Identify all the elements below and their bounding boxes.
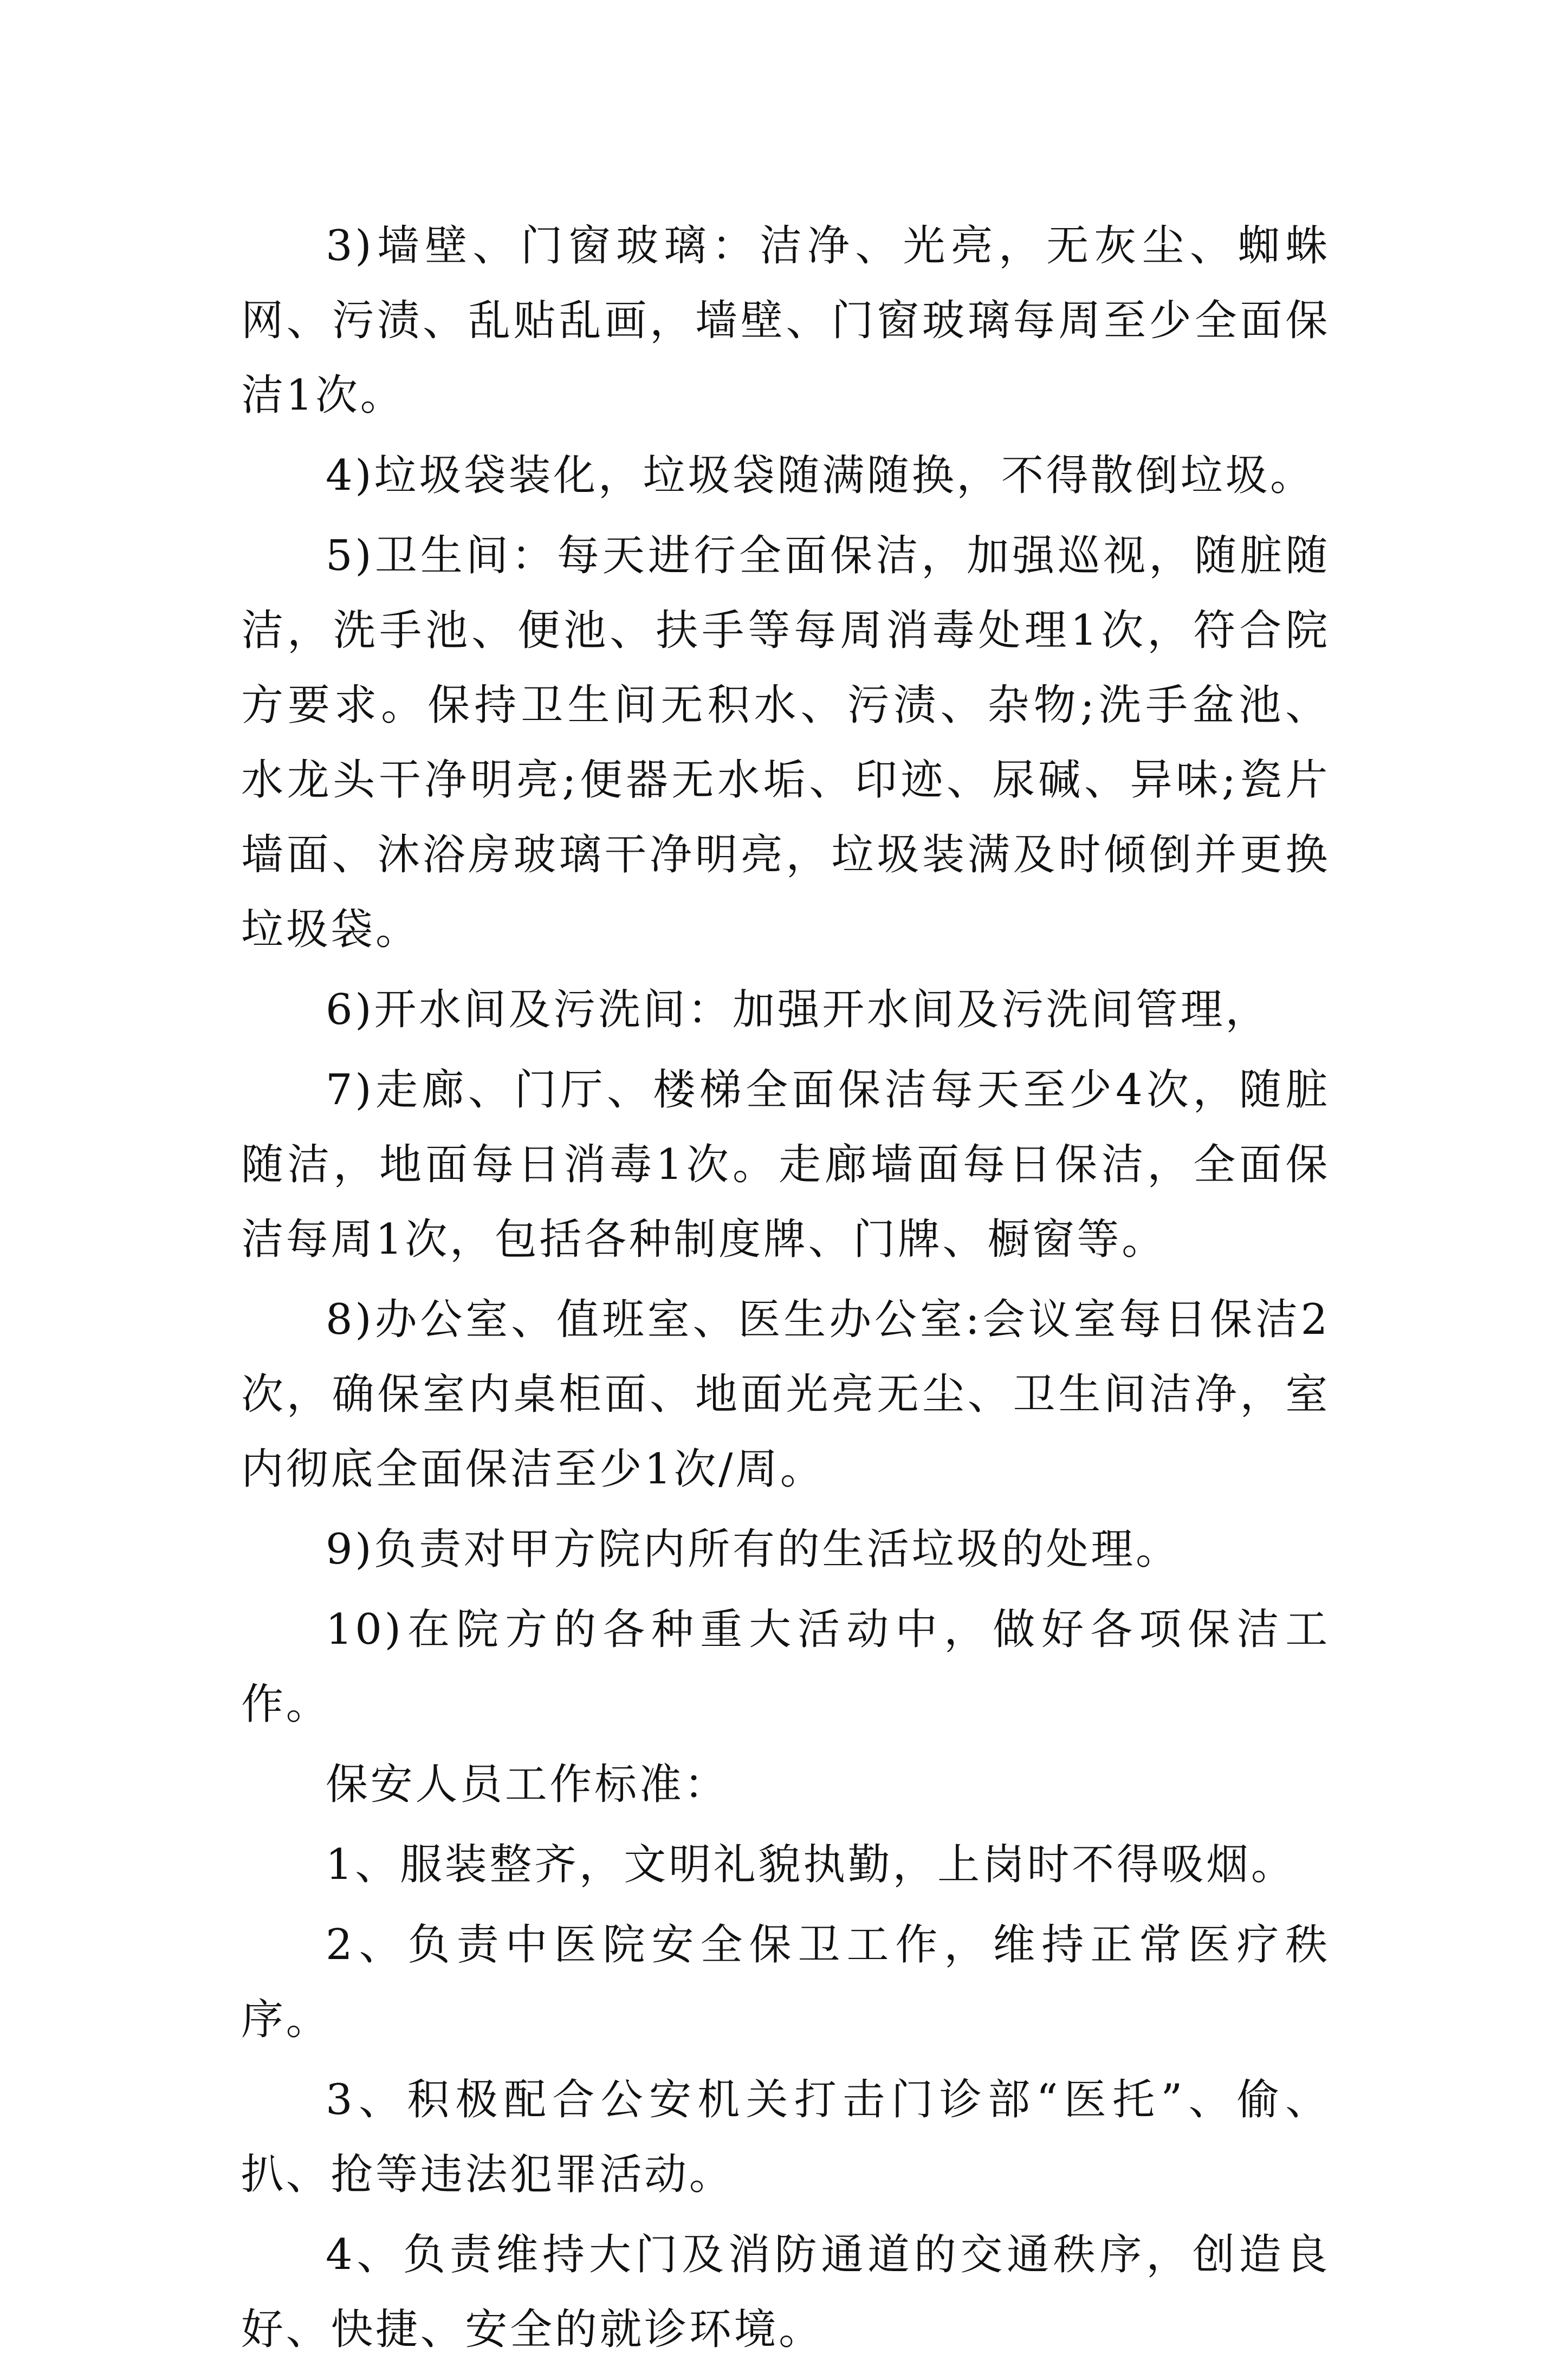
- paragraph-garbage-handling: 9)负责对甲方院内所有的生活垃圾的处理。: [326, 1525, 1181, 1574]
- paragraph-security-3: 3、积极配合公安机关打击门诊部“医托”、偷、扒、抢等违法犯罪活动。: [241, 2076, 1330, 2199]
- paragraph-water-room: 6)开水间及污洗间：加强开水间及污洗间管理，: [326, 985, 1271, 1034]
- paragraph-corridor: 7)走廊、门厅、楼梯全面保洁每天至少4次，随脏随洁，地面每日消毒1次。走廊墙面每日保洁，全面保洁每周1次，包括各种制度牌、门牌、橱窗等。: [241, 1066, 1330, 1264]
- paragraph-major-events: 10)在院方的各种重大活动中，做好各项保洁工作。: [241, 1605, 1330, 1729]
- section-heading-security-standards: 保安人员工作标准：: [326, 1760, 729, 1809]
- document-body: [241, 209, 1330, 2367]
- paragraph-wall-glass: 3)墙壁、门窗玻璃：洁净、光亮，无灰尘、蜘蛛网、污渍、乱贴乱画，墙壁、门窗玻璃每周至少全面保洁1次。: [241, 222, 1330, 420]
- paragraph-office: 8)办公室、值班室、医生办公室:会议室每日保洁2次，确保室内桌柜面、地面光亮无尘、卫生间洁净，室内彻底全面保洁至少1次/周。: [241, 1295, 1330, 1494]
- paragraph-garbage-bags: 4)垃圾袋装化，垃圾袋随满随换，不得散倒垃圾。: [326, 451, 1315, 500]
- paragraph-restroom: 5)卫生间：每天进行全面保洁，加强巡视，随脏随洁，洗手池、便池、扶手等每周消毒处理1次，符合院方要求。保持卫生间无积水、污渍、杂物;洗手盆池、水龙头干净明亮;便器无水垢、印迹、尿碱、异味;瓷片墙面、沐浴房玻璃干净明亮，垃圾装满及时倾倒并更换垃圾袋。: [241, 531, 1330, 954]
- paragraph-security-2: 2、负责中医院安全保卫工作，维持正常医疗秩序。: [241, 1921, 1330, 2044]
- paragraph-security-4: 4、负责维持大门及消防通道的交通秩序，创造良好、快捷、安全的就诊环境。: [241, 2230, 1330, 2354]
- paragraph-security-1: 1、服装整齐，文明礼貌执勤，上岗时不得吸烟。: [326, 1840, 1296, 1889]
